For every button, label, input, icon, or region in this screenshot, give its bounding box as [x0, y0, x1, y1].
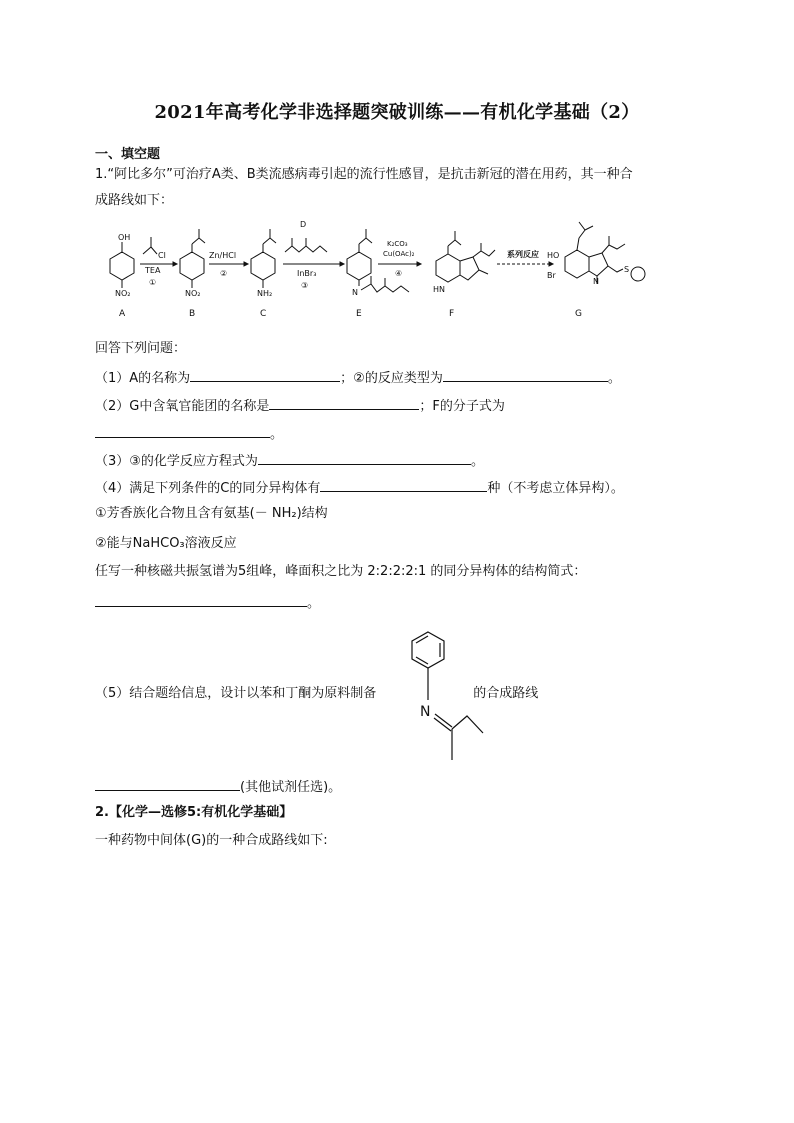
label-g: G	[575, 309, 582, 319]
atom-nh2: NH₂	[257, 289, 273, 298]
q1-condition-2: ②能与NaHCO₃溶液反应	[95, 536, 237, 551]
answer-blank[interactable]	[443, 367, 608, 382]
answer-blank[interactable]	[95, 423, 270, 438]
q1-sub3: （3）③的化学反应方程式为 。	[95, 450, 484, 471]
label-a: A	[119, 309, 126, 319]
answer-blank[interactable]	[95, 776, 240, 791]
q1-sub2-cont: 。	[95, 423, 283, 444]
q1-sub5: （5）结合题给信息，设计以苯和丁酮为原料制备 的合成路线	[95, 686, 539, 701]
synthesis-scheme	[95, 218, 705, 328]
step-1: ①	[149, 278, 157, 287]
atom-hn: HN	[433, 285, 445, 294]
section-heading: 一、填空题	[95, 147, 161, 162]
label-d: D	[300, 220, 307, 229]
q1-intro-line1: 1.“阿比多尔”可治疗A类、B类流感病毒引起的流行性感冒，是抗击新冠的潜在用药，其一种合	[95, 167, 633, 182]
q1-nmr-answer: 。	[95, 592, 320, 613]
reagent-cuoac2: Cu(OAc)₂	[383, 250, 415, 258]
arrow-2	[209, 251, 248, 278]
compound-c	[251, 229, 276, 319]
atom-ho: HO	[547, 251, 560, 260]
q1-sub2: （2）G中含氧官能团的名称是 ；F的分子式为	[95, 395, 505, 416]
answer-blank[interactable]	[258, 450, 471, 465]
atom-no2: NO₂	[185, 289, 201, 298]
q2-heading: 2.【化学—选修5:有机化学基础】	[95, 805, 293, 820]
q1-sub1: （1）A的名称为 ；②的反应类型为 。	[95, 367, 621, 388]
answer-blank[interactable]	[320, 477, 487, 492]
atom-n: N	[593, 277, 599, 286]
q1-sub5-answer: (其他试剂任选)。	[95, 776, 341, 797]
atom-n: N	[420, 704, 431, 720]
step-3: ③	[301, 281, 309, 290]
atom-br: Br	[547, 271, 556, 280]
arrow-3	[283, 262, 344, 290]
reagent-k2co3: K₂CO₃	[387, 240, 408, 248]
arrow-series	[497, 249, 553, 266]
series-reaction-label: 系列反应	[507, 250, 539, 259]
answer-blank[interactable]	[269, 395, 419, 410]
q1-condition-1: ①芳香族化合物且含有氨基(－ NH₂)结构	[95, 506, 328, 521]
atom-n: N	[352, 288, 358, 297]
answer-blank[interactable]	[95, 592, 307, 607]
reagent-inbr3: InBr₃	[297, 269, 317, 278]
label-c: C	[260, 309, 267, 319]
q2-intro: 一种药物中间体(G)的一种合成路线如下:	[95, 833, 328, 848]
page-title: 2021年高考化学非选择题突破训练——有机化学基础（2）	[154, 102, 640, 123]
atom-s: S	[624, 265, 630, 274]
q1-nmr-text: 任写一种核磁共振氢谱为5组峰，峰面积之比为 2:2:2:2:1 的同分异构体的结构简式：	[95, 564, 587, 579]
atom-no2: NO₂	[115, 289, 131, 298]
compound-f	[433, 231, 495, 319]
compound-a	[110, 233, 134, 319]
reagent-tea: TEA	[145, 266, 161, 275]
q1-prompt: 回答下列问题：	[95, 341, 187, 356]
label-b: B	[189, 309, 196, 319]
label-f: F	[449, 309, 455, 319]
answer-blank[interactable]	[190, 367, 340, 382]
q1-intro-line2: 成路线如下：	[95, 193, 174, 208]
reagent-acetyl-chloride	[143, 237, 166, 260]
reagent-zn-hcl: Zn/HCl	[209, 251, 237, 260]
compound-b	[180, 229, 205, 319]
atom-oh: OH	[118, 233, 131, 242]
step-4: ④	[395, 269, 403, 278]
q1-sub4: （4）满足下列条件的C的同分异构体有 种（不考虑立体异构）。	[95, 477, 624, 498]
arrow-4	[378, 240, 421, 278]
atom-cl: Cl	[158, 251, 166, 260]
arrow-1	[140, 262, 177, 287]
compound-g	[547, 222, 645, 319]
step-2: ②	[220, 269, 228, 278]
compound-d	[285, 220, 327, 252]
label-e: E	[356, 309, 362, 319]
